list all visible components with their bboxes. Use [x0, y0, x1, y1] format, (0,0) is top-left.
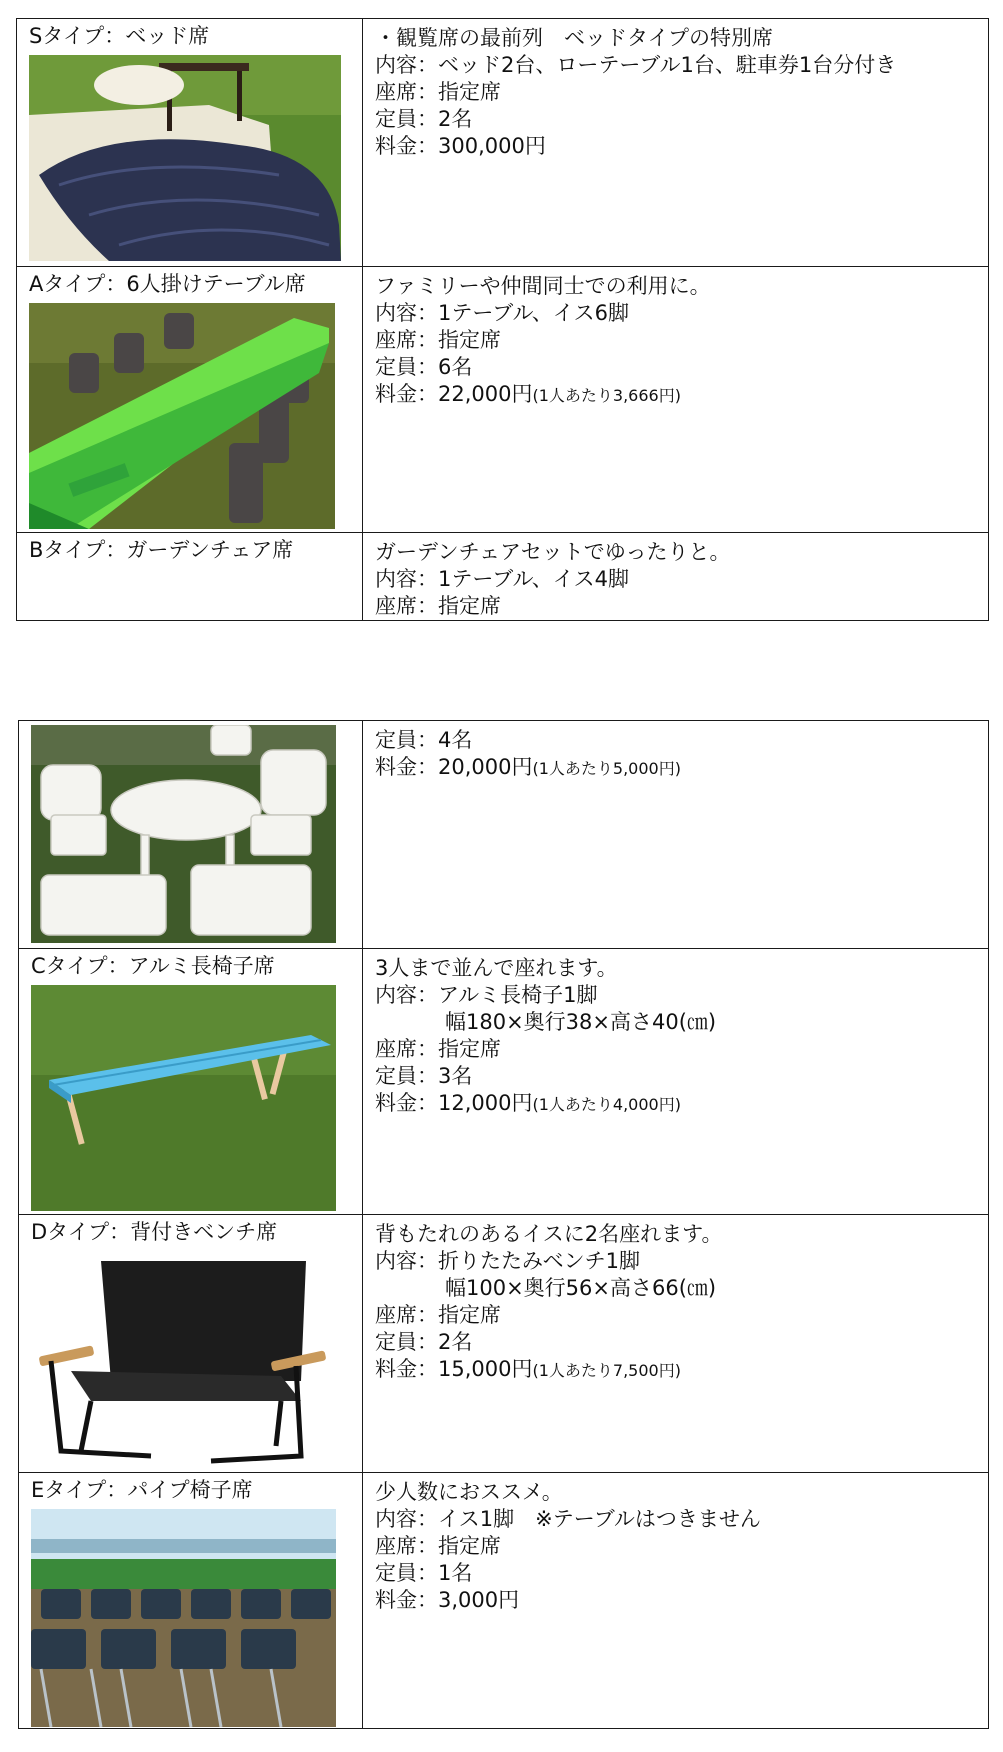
- seat-type-label: Bタイプ：ガーデンチェア席: [29, 538, 294, 562]
- table-seat-photo: [29, 303, 335, 529]
- detail-line: 内容：折りたたみベンチ1脚: [375, 1249, 640, 1273]
- price-text: 料金：15,000円: [375, 1357, 533, 1381]
- per-person-note: (1人あたり7,500円): [532, 1361, 681, 1380]
- seat-type-label: Cタイプ：アルミ長椅子席: [31, 954, 275, 978]
- detail-line: 定員：2名: [375, 1330, 473, 1354]
- detail-line: 内容：イス1脚 ※テーブルはつきません: [375, 1507, 761, 1531]
- per-person-note: (1人あたり5,000円): [532, 759, 681, 778]
- detail-line: 定員：2名: [375, 107, 473, 131]
- detail-line: 座席：指定席: [375, 328, 501, 352]
- detail-line: 内容：ベッド2台、ローテーブル1台、駐車券1台分付き: [375, 53, 897, 77]
- seat-table-1: [16, 18, 989, 621]
- dimension-line: 幅180×奥行38×高さ40(㎝): [445, 1010, 717, 1034]
- price-text: 料金：20,000円: [375, 755, 533, 779]
- pipe-chair-photo: [31, 1509, 336, 1727]
- detail-line: 定員：3名: [375, 1064, 473, 1088]
- seat-detail-cell: [363, 721, 989, 949]
- seat-detail-cell: [363, 1473, 989, 1729]
- seat-detail-cell: [363, 533, 989, 621]
- detail-line: 定員：6名: [375, 355, 473, 379]
- detail-line: 座席：指定席: [375, 594, 501, 618]
- back-bench-photo: [31, 1251, 336, 1469]
- seat-type-cell: [19, 949, 363, 1215]
- per-person-note: (1人あたり3,666円): [532, 386, 681, 405]
- detail-line: [375, 754, 988, 782]
- aluminum-bench-photo: [31, 985, 336, 1211]
- table-row: [19, 1473, 989, 1729]
- price-text: 料金：12,000円: [375, 1091, 533, 1115]
- seat-type-cell: [17, 533, 363, 621]
- seat-type-cell: [19, 1473, 363, 1729]
- detail-line: [375, 1356, 988, 1384]
- per-person-note: (1人あたり4,000円): [532, 1095, 681, 1114]
- seat-table-2: [18, 720, 989, 1729]
- seat-type-cell: [19, 1215, 363, 1473]
- table-row: [19, 949, 989, 1215]
- detail-line: 座席：指定席: [375, 80, 501, 104]
- seat-type-cell: [17, 19, 363, 267]
- seat-detail-cell: [363, 267, 989, 533]
- detail-line: 定員：1名: [375, 1561, 473, 1585]
- table-row: [19, 721, 989, 949]
- detail-line: 座席：指定席: [375, 1303, 501, 1327]
- detail-line: ファミリーや仲間同士での利用に。: [375, 274, 711, 298]
- detail-line: 座席：指定席: [375, 1534, 501, 1558]
- price-text: 料金：22,000円: [375, 382, 533, 406]
- detail-line: 背もたれのあるイスに2名座れます。: [375, 1222, 723, 1246]
- table-row: [19, 1215, 989, 1473]
- table-row: [17, 267, 989, 533]
- detail-line: 料金：300,000円: [375, 134, 546, 158]
- detail-line: 少人数におススメ。: [375, 1480, 563, 1504]
- detail-line: 内容：1テーブル、イス6脚: [375, 301, 629, 325]
- detail-line: 料金：3,000円: [375, 1588, 520, 1612]
- detail-line: 定員：4名: [375, 728, 473, 752]
- seat-type-label: Sタイプ：ベッド席: [29, 24, 210, 48]
- detail-line: ガーデンチェアセットでゆったりと。: [375, 540, 731, 564]
- detail-line: 内容：アルミ長椅子1脚: [375, 983, 598, 1007]
- seat-detail-cell: [363, 1215, 989, 1473]
- table-row: [17, 533, 989, 621]
- detail-line: 内容：1テーブル、イス4脚: [375, 567, 629, 591]
- detail-line: [375, 381, 988, 409]
- seat-detail-cell: [363, 19, 989, 267]
- detail-line: ・観覧席の最前列 ベッドタイプの特別席: [375, 26, 773, 50]
- detail-line: 座席：指定席: [375, 1037, 501, 1061]
- bed-seat-photo: [29, 55, 341, 261]
- seat-type-cell: [19, 721, 363, 949]
- detail-line: 3人まで並んで座れます。: [375, 956, 618, 980]
- seat-detail-cell: [363, 949, 989, 1215]
- dimension-line: 幅100×奥行56×高さ66(㎝): [445, 1276, 717, 1300]
- detail-line: [375, 1090, 988, 1118]
- table-row: [17, 19, 989, 267]
- seat-type-cell: [17, 267, 363, 533]
- seat-type-label: Eタイプ：パイプ椅子席: [31, 1478, 253, 1502]
- seat-type-label: Aタイプ：6人掛けテーブル席: [29, 272, 306, 296]
- garden-chair-photo: [31, 725, 336, 943]
- seat-type-label: Dタイプ：背付きベンチ席: [31, 1220, 278, 1244]
